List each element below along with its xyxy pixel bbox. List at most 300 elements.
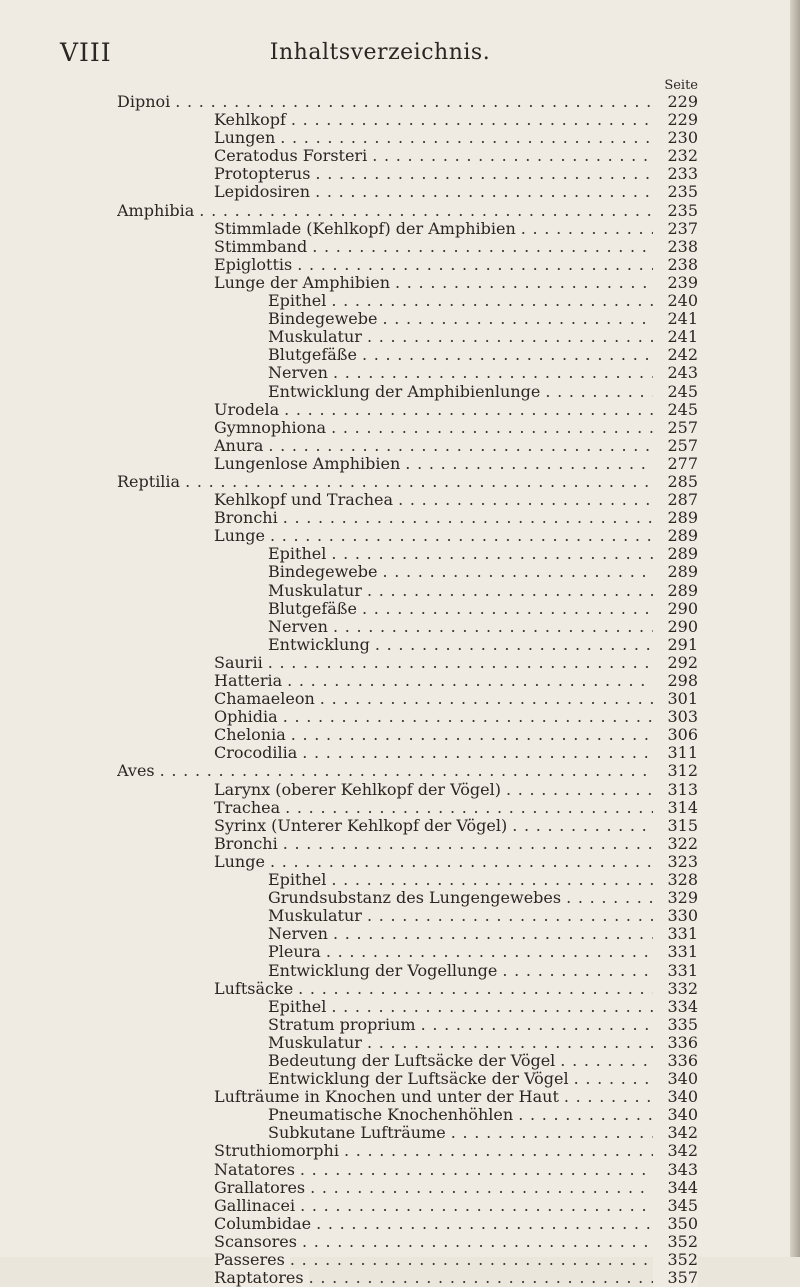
toc-entry-page: 240 — [653, 292, 698, 310]
toc-entry-page: 230 — [653, 129, 698, 147]
toc-entry-label — [214, 708, 790, 726]
toc-entry-page: 331 — [653, 943, 698, 961]
toc-entry-label — [268, 292, 790, 310]
dot-leader — [315, 165, 695, 183]
toc-entry — [0, 509, 790, 527]
toc-entry-page: 322 — [653, 835, 698, 853]
toc-entry-label — [268, 907, 790, 925]
toc-entry-text: Lunge der Amphibien — [214, 274, 395, 292]
toc-entry — [0, 744, 790, 762]
toc-entry-label — [268, 925, 790, 943]
toc-entry-text: Lepidosiren — [214, 183, 315, 201]
toc-entry-page: 342 — [653, 1124, 698, 1142]
toc-entry-page: 298 — [653, 672, 698, 690]
toc-entry-label — [214, 183, 790, 201]
toc-entry-page: 313 — [653, 781, 698, 799]
toc-entry-text: Grallatores — [214, 1179, 310, 1197]
dot-leader — [298, 980, 695, 998]
toc-entry-text: Entwicklung — [268, 636, 375, 654]
toc-entry-label — [214, 165, 790, 183]
toc-entry — [0, 817, 790, 835]
toc-entry-page: 257 — [653, 419, 698, 437]
toc-entry-page: 241 — [653, 328, 698, 346]
toc-entry — [0, 690, 790, 708]
toc-entry-label — [268, 545, 790, 563]
toc-entry — [0, 636, 790, 654]
toc-entry-page: 350 — [653, 1215, 698, 1233]
toc-entry-text: Lungen — [214, 129, 280, 147]
toc-entry-label — [214, 1161, 790, 1179]
toc-entry-page: 342 — [653, 1142, 698, 1160]
toc-entry-label — [214, 1215, 790, 1233]
toc-entry — [0, 1070, 790, 1088]
toc-entry-page: 344 — [653, 1179, 698, 1197]
toc-entry — [0, 437, 790, 455]
toc-entry — [0, 1233, 790, 1251]
dot-leader — [309, 1269, 695, 1287]
toc-entry-page: 330 — [653, 907, 698, 925]
toc-entry-page: 328 — [653, 871, 698, 889]
dot-leader — [285, 799, 695, 817]
toc-entry — [0, 274, 790, 292]
toc-entry-page: 289 — [653, 527, 698, 545]
toc-entry-label — [214, 1142, 790, 1160]
dot-leader — [283, 835, 695, 853]
toc-entry-page: 233 — [653, 165, 698, 183]
toc-entry-label — [214, 744, 790, 762]
toc-entry-label — [214, 111, 790, 129]
toc-entry — [0, 943, 790, 961]
table-of-contents — [0, 93, 790, 1287]
toc-entry — [0, 980, 790, 998]
toc-entry-page: 291 — [653, 636, 698, 654]
toc-entry-label — [214, 455, 790, 473]
dot-leader — [375, 636, 695, 654]
toc-entry-label — [214, 1197, 790, 1215]
dot-leader — [291, 111, 695, 129]
toc-entry — [0, 419, 790, 437]
toc-entry-page: 235 — [653, 202, 698, 220]
page-column-header: Seite — [664, 78, 698, 93]
toc-entry-text: Syrinx (Unterer Kehlkopf der Vögel) — [214, 817, 512, 835]
dot-leader — [185, 473, 695, 491]
toc-entry-text: Blutgefäße — [268, 600, 362, 618]
dot-leader — [270, 527, 695, 545]
toc-entry-text: Saurii — [214, 654, 268, 672]
toc-entry — [0, 907, 790, 925]
toc-entry — [0, 328, 790, 346]
toc-entry-text: Lufträume in Knochen und unter der Haut — [214, 1088, 564, 1106]
toc-entry-page: 323 — [653, 853, 698, 871]
toc-entry-text: Columbidae — [214, 1215, 316, 1233]
toc-entry-label — [268, 1070, 790, 1088]
toc-entry-page: 340 — [653, 1070, 698, 1088]
dot-leader — [302, 744, 695, 762]
page-title: Inhaltsverzeichnis. — [269, 40, 491, 65]
toc-entry-label — [268, 962, 790, 980]
page-edge — [790, 0, 800, 1257]
toc-entry-page: 332 — [653, 980, 698, 998]
toc-entry — [0, 491, 790, 509]
toc-entry-text: Gymnophiona — [214, 419, 331, 437]
toc-entry-page: 336 — [653, 1034, 698, 1052]
dot-leader — [310, 1179, 695, 1197]
toc-entry-text: Dipnoi — [117, 93, 175, 111]
toc-entry-text: Chamaeleon — [214, 690, 320, 708]
toc-entry-text: Epiglottis — [214, 256, 297, 274]
dot-leader — [312, 238, 695, 256]
toc-entry-label — [268, 618, 790, 636]
toc-entry-label — [214, 220, 790, 238]
dot-leader — [331, 419, 695, 437]
dot-leader — [367, 582, 695, 600]
toc-entry-page: 289 — [653, 563, 698, 581]
toc-entry-text: Trachea — [214, 799, 285, 817]
dot-leader — [160, 762, 695, 780]
toc-entry-label — [268, 383, 790, 401]
toc-entry-label — [214, 835, 790, 853]
toc-entry-text: Stimmlade (Kehlkopf) der Amphibien — [214, 220, 521, 238]
toc-entry-label — [268, 1034, 790, 1052]
toc-entry-page: 243 — [653, 364, 698, 382]
toc-entry-text: Epithel — [268, 871, 331, 889]
toc-entry-label — [214, 1088, 790, 1106]
toc-entry-page: 238 — [653, 238, 698, 256]
dot-leader — [291, 726, 695, 744]
toc-entry-text: Larynx (oberer Kehlkopf der Vögel) — [214, 781, 506, 799]
toc-entry-text: Muskulatur — [268, 582, 367, 600]
toc-entry-label — [214, 419, 790, 437]
toc-entry — [0, 1142, 790, 1160]
toc-entry-label — [268, 889, 790, 907]
toc-entry — [0, 256, 790, 274]
toc-entry-text: Ophidia — [214, 708, 283, 726]
toc-entry — [0, 672, 790, 690]
dot-leader — [300, 1197, 695, 1215]
toc-entry-page: 357 — [653, 1269, 698, 1287]
dot-leader — [315, 183, 695, 201]
toc-entry-page: 352 — [653, 1251, 698, 1269]
toc-entry-label — [214, 726, 790, 744]
toc-entry-page: 301 — [653, 690, 698, 708]
toc-entry-label — [214, 690, 790, 708]
dot-leader — [333, 364, 695, 382]
toc-entry-text: Lunge — [214, 527, 270, 545]
toc-entry-text: Hatteria — [214, 672, 287, 690]
toc-entry — [0, 1215, 790, 1233]
toc-entry-page: 289 — [653, 582, 698, 600]
toc-entry — [0, 1088, 790, 1106]
toc-entry-label — [268, 346, 790, 364]
toc-entry-page: 334 — [653, 998, 698, 1016]
toc-entry — [0, 473, 790, 491]
dot-leader — [382, 310, 695, 328]
toc-entry-text: Nerven — [268, 925, 333, 943]
dot-leader — [362, 600, 695, 618]
toc-entry-label — [268, 328, 790, 346]
toc-entry — [0, 401, 790, 419]
dot-leader — [367, 328, 695, 346]
toc-entry — [0, 708, 790, 726]
toc-entry — [0, 346, 790, 364]
dot-leader — [283, 509, 695, 527]
dot-leader — [333, 925, 695, 943]
toc-entry-text: Pleura — [268, 943, 326, 961]
toc-entry-page: 336 — [653, 1052, 698, 1070]
toc-entry-text: Bindegewebe — [268, 563, 382, 581]
toc-entry-text: Chelonia — [214, 726, 291, 744]
toc-entry-label — [214, 527, 790, 545]
dot-leader — [367, 907, 695, 925]
toc-entry-page: 340 — [653, 1106, 698, 1124]
toc-entry-page: 289 — [653, 545, 698, 563]
toc-entry-text: Entwicklung der Vogellunge — [268, 962, 502, 980]
toc-entry-label — [214, 781, 790, 799]
toc-entry — [0, 220, 790, 238]
toc-entry-label — [268, 310, 790, 328]
toc-entry-page: 232 — [653, 147, 698, 165]
toc-entry-text: Bronchi — [214, 509, 283, 527]
toc-entry-page: 277 — [653, 455, 698, 473]
dot-leader — [331, 998, 695, 1016]
dot-leader — [297, 256, 695, 274]
dot-leader — [300, 1161, 695, 1179]
toc-entry-label — [214, 401, 790, 419]
toc-entry — [0, 238, 790, 256]
dot-leader — [372, 147, 695, 165]
toc-entry-page: 306 — [653, 726, 698, 744]
toc-entry-text: Subkutane Lufträume — [268, 1124, 451, 1142]
toc-entry — [0, 1052, 790, 1070]
dot-leader — [302, 1233, 695, 1251]
toc-entry-page: 331 — [653, 925, 698, 943]
toc-entry-page: 245 — [653, 401, 698, 419]
toc-entry-text: Entwicklung der Luftsäcke der Vögel — [268, 1070, 574, 1088]
dot-leader — [284, 401, 695, 419]
toc-entry — [0, 183, 790, 201]
toc-entry-label — [214, 256, 790, 274]
toc-entry-page: 290 — [653, 618, 698, 636]
dot-leader — [290, 1251, 695, 1269]
toc-entry-label — [214, 491, 790, 509]
toc-entry-label — [268, 1106, 790, 1124]
toc-entry-label — [214, 817, 790, 835]
toc-entry-label — [268, 871, 790, 889]
toc-entry-label — [268, 1016, 790, 1034]
toc-entry-page: 303 — [653, 708, 698, 726]
toc-entry-label — [214, 1233, 790, 1251]
toc-entry-text: Raptatores — [214, 1269, 309, 1287]
dot-leader — [280, 129, 695, 147]
toc-entry-label — [268, 364, 790, 382]
toc-entry-label — [268, 600, 790, 618]
toc-entry-text: Passeres — [214, 1251, 290, 1269]
toc-entry-page: 289 — [653, 509, 698, 527]
dot-leader — [268, 654, 695, 672]
toc-entry — [0, 799, 790, 817]
toc-entry-label — [214, 980, 790, 998]
toc-entry — [0, 111, 790, 129]
dot-leader — [287, 672, 695, 690]
toc-entry-page: 340 — [653, 1088, 698, 1106]
toc-entry — [0, 781, 790, 799]
toc-entry-text: Muskulatur — [268, 907, 367, 925]
dot-leader — [326, 943, 695, 961]
toc-entry-text: Bronchi — [214, 835, 283, 853]
toc-entry-label — [214, 853, 790, 871]
toc-entry — [0, 129, 790, 147]
toc-entry-page: 343 — [653, 1161, 698, 1179]
toc-entry — [0, 1179, 790, 1197]
toc-entry — [0, 292, 790, 310]
toc-entry-text: Aves — [117, 762, 160, 780]
toc-entry-text: Struthiomorphi — [214, 1142, 344, 1160]
toc-entry-text: Gallinacei — [214, 1197, 300, 1215]
toc-entry-page: 238 — [653, 256, 698, 274]
dot-leader — [283, 708, 695, 726]
toc-entry-text: Epithel — [268, 545, 331, 563]
toc-entry-label — [268, 1124, 790, 1142]
toc-entry — [0, 364, 790, 382]
toc-entry — [0, 93, 790, 111]
toc-entry-text: Urodela — [214, 401, 284, 419]
toc-entry-text: Entwicklung der Amphibienlunge — [268, 383, 545, 401]
dot-leader — [320, 690, 695, 708]
toc-entry-page: 290 — [653, 600, 698, 618]
toc-entry — [0, 1161, 790, 1179]
toc-entry-text: Kehlkopf — [214, 111, 291, 129]
toc-entry-label — [214, 672, 790, 690]
dot-leader — [175, 93, 695, 111]
toc-entry-label — [214, 1251, 790, 1269]
toc-entry — [0, 889, 790, 907]
toc-entry — [0, 383, 790, 401]
toc-entry-page: 292 — [653, 654, 698, 672]
toc-entry-text: Muskulatur — [268, 1034, 367, 1052]
toc-entry — [0, 147, 790, 165]
toc-entry-label — [214, 799, 790, 817]
toc-entry-page: 237 — [653, 220, 698, 238]
toc-entry-page: 257 — [653, 437, 698, 455]
toc-entry-text: Nerven — [268, 364, 333, 382]
dot-leader — [362, 346, 695, 364]
toc-entry — [0, 582, 790, 600]
toc-entry-label — [268, 1052, 790, 1070]
toc-entry-label — [214, 1269, 790, 1287]
toc-entry-text: Epithel — [268, 998, 331, 1016]
toc-entry-text: Nerven — [268, 618, 333, 636]
toc-entry-label — [268, 636, 790, 654]
toc-entry-text: Reptilia — [117, 473, 185, 491]
toc-entry-label — [214, 1179, 790, 1197]
toc-entry-text: Crocodilia — [214, 744, 302, 762]
toc-entry-text: Anura — [214, 437, 268, 455]
toc-entry — [0, 925, 790, 943]
toc-entry-label — [214, 509, 790, 527]
toc-entry — [0, 853, 790, 871]
toc-entry-page: 312 — [653, 762, 698, 780]
toc-entry — [0, 726, 790, 744]
toc-entry-text: Lunge — [214, 853, 270, 871]
toc-entry-text: Protopterus — [214, 165, 315, 183]
toc-entry-page: 229 — [653, 111, 698, 129]
toc-entry-page: 314 — [653, 799, 698, 817]
dot-leader — [344, 1142, 695, 1160]
toc-entry-text: Muskulatur — [268, 328, 367, 346]
toc-entry — [0, 762, 790, 780]
toc-entry — [0, 871, 790, 889]
dot-leader — [268, 437, 695, 455]
toc-entry-label — [268, 563, 790, 581]
toc-entry-label — [214, 238, 790, 256]
toc-entry-text: Stratum proprium — [268, 1016, 421, 1034]
dot-leader — [367, 1034, 695, 1052]
toc-entry — [0, 545, 790, 563]
toc-entry-page: 345 — [653, 1197, 698, 1215]
toc-entry — [0, 455, 790, 473]
toc-entry — [0, 1124, 790, 1142]
toc-entry — [0, 1269, 790, 1287]
toc-entry — [0, 563, 790, 581]
dot-leader — [398, 491, 695, 509]
toc-entry-text: Lungenlose Amphibien — [214, 455, 405, 473]
toc-entry-page: 352 — [653, 1233, 698, 1251]
toc-entry-page: 241 — [653, 310, 698, 328]
toc-entry-text: Grundsubstanz des Lungengewebes — [268, 889, 566, 907]
dot-leader — [333, 618, 695, 636]
toc-entry — [0, 1197, 790, 1215]
toc-entry-page: 331 — [653, 962, 698, 980]
toc-entry — [0, 202, 790, 220]
toc-entry — [0, 654, 790, 672]
toc-entry-text: Bedeutung der Luftsäcke der Vögel — [268, 1052, 560, 1070]
dot-leader — [270, 853, 695, 871]
toc-entry-text: Natatores — [214, 1161, 300, 1179]
toc-entry-text: Bindegewebe — [268, 310, 382, 328]
toc-entry — [0, 618, 790, 636]
toc-entry-page: 311 — [653, 744, 698, 762]
toc-entry — [0, 310, 790, 328]
page-number: VIII — [60, 38, 112, 67]
page-header — [60, 38, 700, 68]
toc-entry-label — [268, 998, 790, 1016]
toc-entry-label — [214, 274, 790, 292]
toc-entry-label — [214, 147, 790, 165]
toc-entry-page: 329 — [653, 889, 698, 907]
toc-entry-page: 242 — [653, 346, 698, 364]
dot-leader — [405, 455, 695, 473]
toc-entry — [0, 527, 790, 545]
toc-entry-page: 229 — [653, 93, 698, 111]
toc-entry-page: 287 — [653, 491, 698, 509]
toc-entry — [0, 1106, 790, 1124]
toc-entry — [0, 835, 790, 853]
toc-entry-text: Ceratodus Forsteri — [214, 147, 372, 165]
toc-entry-page: 315 — [653, 817, 698, 835]
dot-leader — [382, 563, 695, 581]
dot-leader — [199, 202, 695, 220]
toc-entry-label — [214, 129, 790, 147]
toc-entry-page: 245 — [653, 383, 698, 401]
toc-entry-text: Pneumatische Knochenhöhlen — [268, 1106, 518, 1124]
dot-leader — [316, 1215, 695, 1233]
toc-entry — [0, 1251, 790, 1269]
dot-leader — [331, 545, 695, 563]
toc-entry-label — [268, 582, 790, 600]
toc-entry — [0, 1016, 790, 1034]
dot-leader — [331, 292, 695, 310]
toc-entry-text: Epithel — [268, 292, 331, 310]
